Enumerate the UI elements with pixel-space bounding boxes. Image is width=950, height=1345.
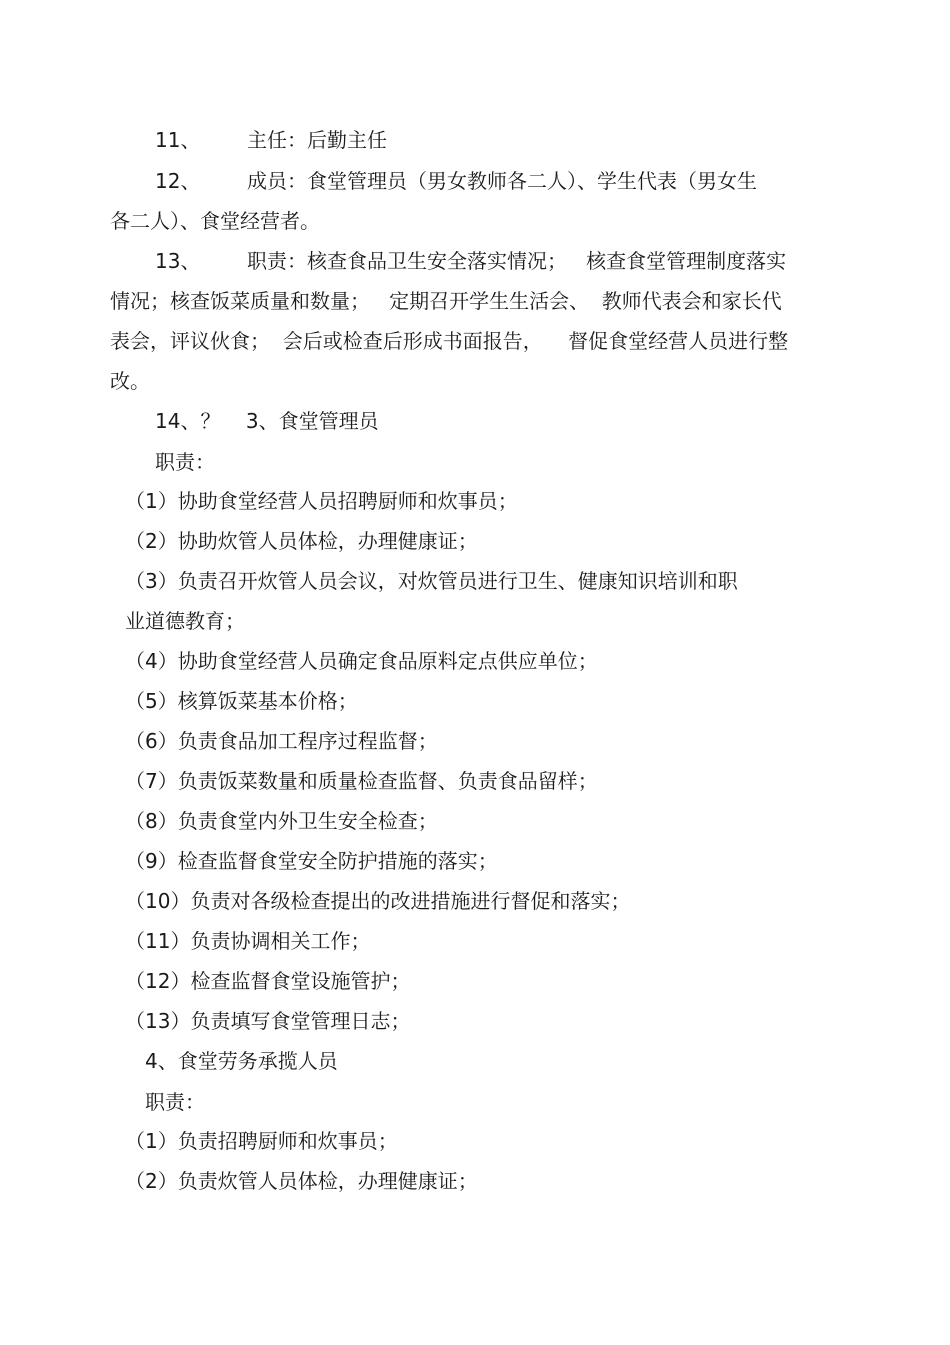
section-4-duty-label: 职责： bbox=[145, 1090, 205, 1114]
duty-item: （1）负责招聘厨师和炊事员； bbox=[125, 1129, 398, 1153]
item-text: 成员：食堂管理员（男女教师各二人）、学生代表（男女生 bbox=[247, 169, 757, 193]
item-text: 主任：后勤主任 bbox=[247, 128, 387, 152]
item-13 bbox=[155, 249, 786, 273]
item-13-continuation: 情况；核查饭菜质量和数量； 定期召开学生生活会、 教师代表会和家长代 bbox=[110, 289, 782, 313]
section-4-heading: 4、食堂劳务承揽人员 bbox=[145, 1049, 338, 1073]
duty-item: （2）负责炊管人员体检，办理健康证； bbox=[125, 1169, 478, 1193]
duty-item: （12）检查监督食堂设施管护； bbox=[125, 969, 411, 993]
duty-item: （1）协助食堂经营人员招聘厨师和炊事员； bbox=[125, 489, 518, 513]
duty-item: （2）协助炊管人员体检，办理健康证； bbox=[125, 529, 478, 553]
item-12-continuation: 各二人）、食堂经营者。 bbox=[110, 209, 320, 233]
duty-item: （13）负责填写食堂管理日志； bbox=[125, 1009, 411, 1033]
item-13-continuation: 表会，评议伙食； 会后或检查后形成书面报告， 督促食堂经营人员进行整 bbox=[110, 329, 789, 353]
duty-item: （10）负责对各级检查提出的改进措施进行督促和落实； bbox=[125, 889, 631, 913]
section-3-heading: 14、？ 3、食堂管理员 bbox=[155, 409, 379, 433]
duty-item: （5）核算饭菜基本价格； bbox=[125, 689, 358, 713]
item-13-continuation: 改。 bbox=[110, 369, 150, 393]
section-3-duty-label: 职责： bbox=[155, 450, 215, 474]
duty-item: （6）负责食品加工程序过程监督； bbox=[125, 729, 438, 753]
duty-item: （3）负责召开炊管人员会议，对炊管员进行卫生、健康知识培训和职 bbox=[125, 569, 738, 593]
item-text: 职责：核查食品卫生安全落实情况； 核查食堂管理制度落实 bbox=[247, 249, 787, 273]
item-number: 12、 bbox=[155, 169, 201, 193]
item-number: 13、 bbox=[155, 249, 201, 273]
duty-item: （9）检查监督食堂安全防护措施的落实； bbox=[125, 849, 498, 873]
duty-item: （8）负责食堂内外卫生安全检查； bbox=[125, 809, 438, 833]
item-number: 11、 bbox=[155, 128, 201, 152]
duty-item: （7）负责饭菜数量和质量检查监督、负责食品留样； bbox=[125, 769, 598, 793]
duty-item-continuation: 业道德教育； bbox=[125, 609, 245, 633]
item-12 bbox=[155, 169, 757, 193]
item-11 bbox=[155, 128, 387, 152]
duty-item: （4）协助食堂经营人员确定食品原料定点供应单位； bbox=[125, 649, 598, 673]
duty-item: （11）负责协调相关工作； bbox=[125, 929, 371, 953]
